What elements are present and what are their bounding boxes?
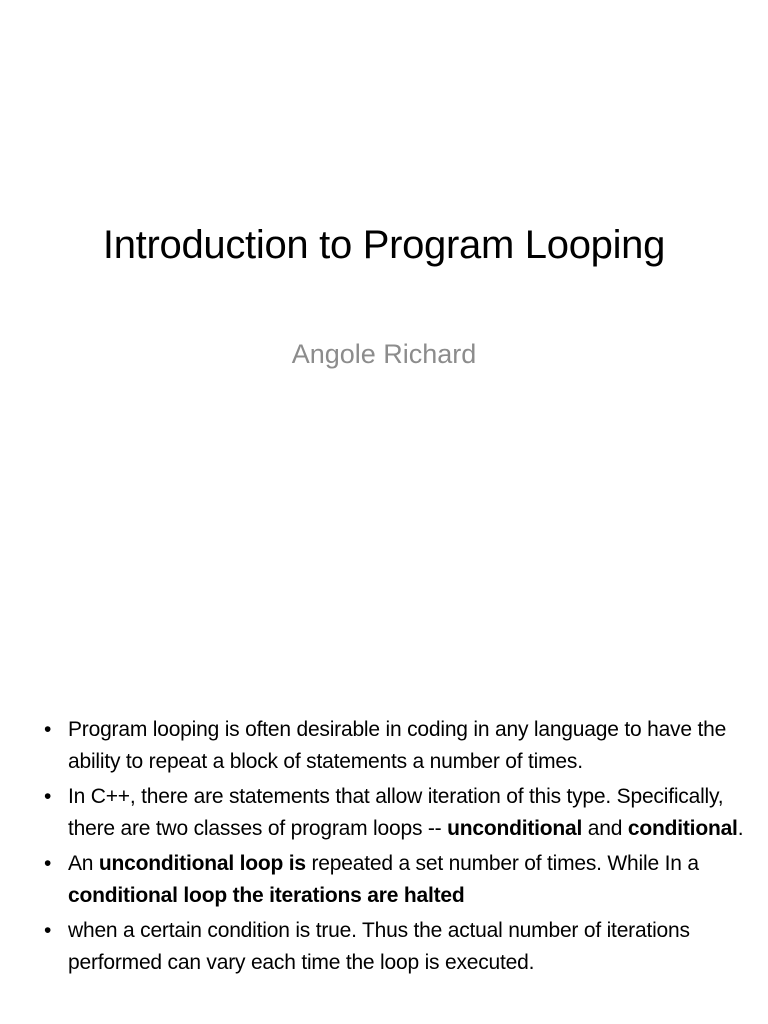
bullet-item [44,915,744,979]
bold-phrase-conditional-loop: conditional loop the iterations are halted [68,884,465,907]
bullet-text [68,785,743,840]
bullet-item [44,848,744,912]
text-segment: repeated a set number of times. While In a [305,852,699,875]
text-segment: An [68,852,99,875]
bullet-dot-icon: • [44,919,52,942]
bullet-dot-icon: • [44,852,52,875]
bold-phrase-unconditional-loop: unconditional loop is [98,852,306,875]
slide-subtitle-author: Angole Richard [291,339,477,369]
text-segment: Program looping is often desirable in coding in any language to have the ability to repeat a block of statements a number of times. [68,718,727,773]
bullet-dot-icon: • [44,785,52,808]
slide-title: Introduction to Program Looping [102,223,666,267]
content-slide [0,690,768,1024]
text-segment: . [737,817,744,840]
bullet-text [68,718,726,773]
text-segment: when a certain condition is true. Thus the actual number of iterations performed can vary each time the loop is executed. [68,919,690,974]
text-segment: and [582,817,628,840]
bullet-item [44,781,744,845]
bullet-dot-icon: • [44,718,52,741]
bullet-item [44,714,744,778]
bullet-list [44,714,744,982]
bold-term-conditional: conditional [627,817,738,840]
bullet-text [68,852,699,907]
bold-term-unconditional: unconditional [447,817,583,840]
bullet-text [68,919,690,974]
text-segment: In C++, there are statements that allow iteration of this type. Specifically, there are two classes of program loops -- [68,785,724,840]
